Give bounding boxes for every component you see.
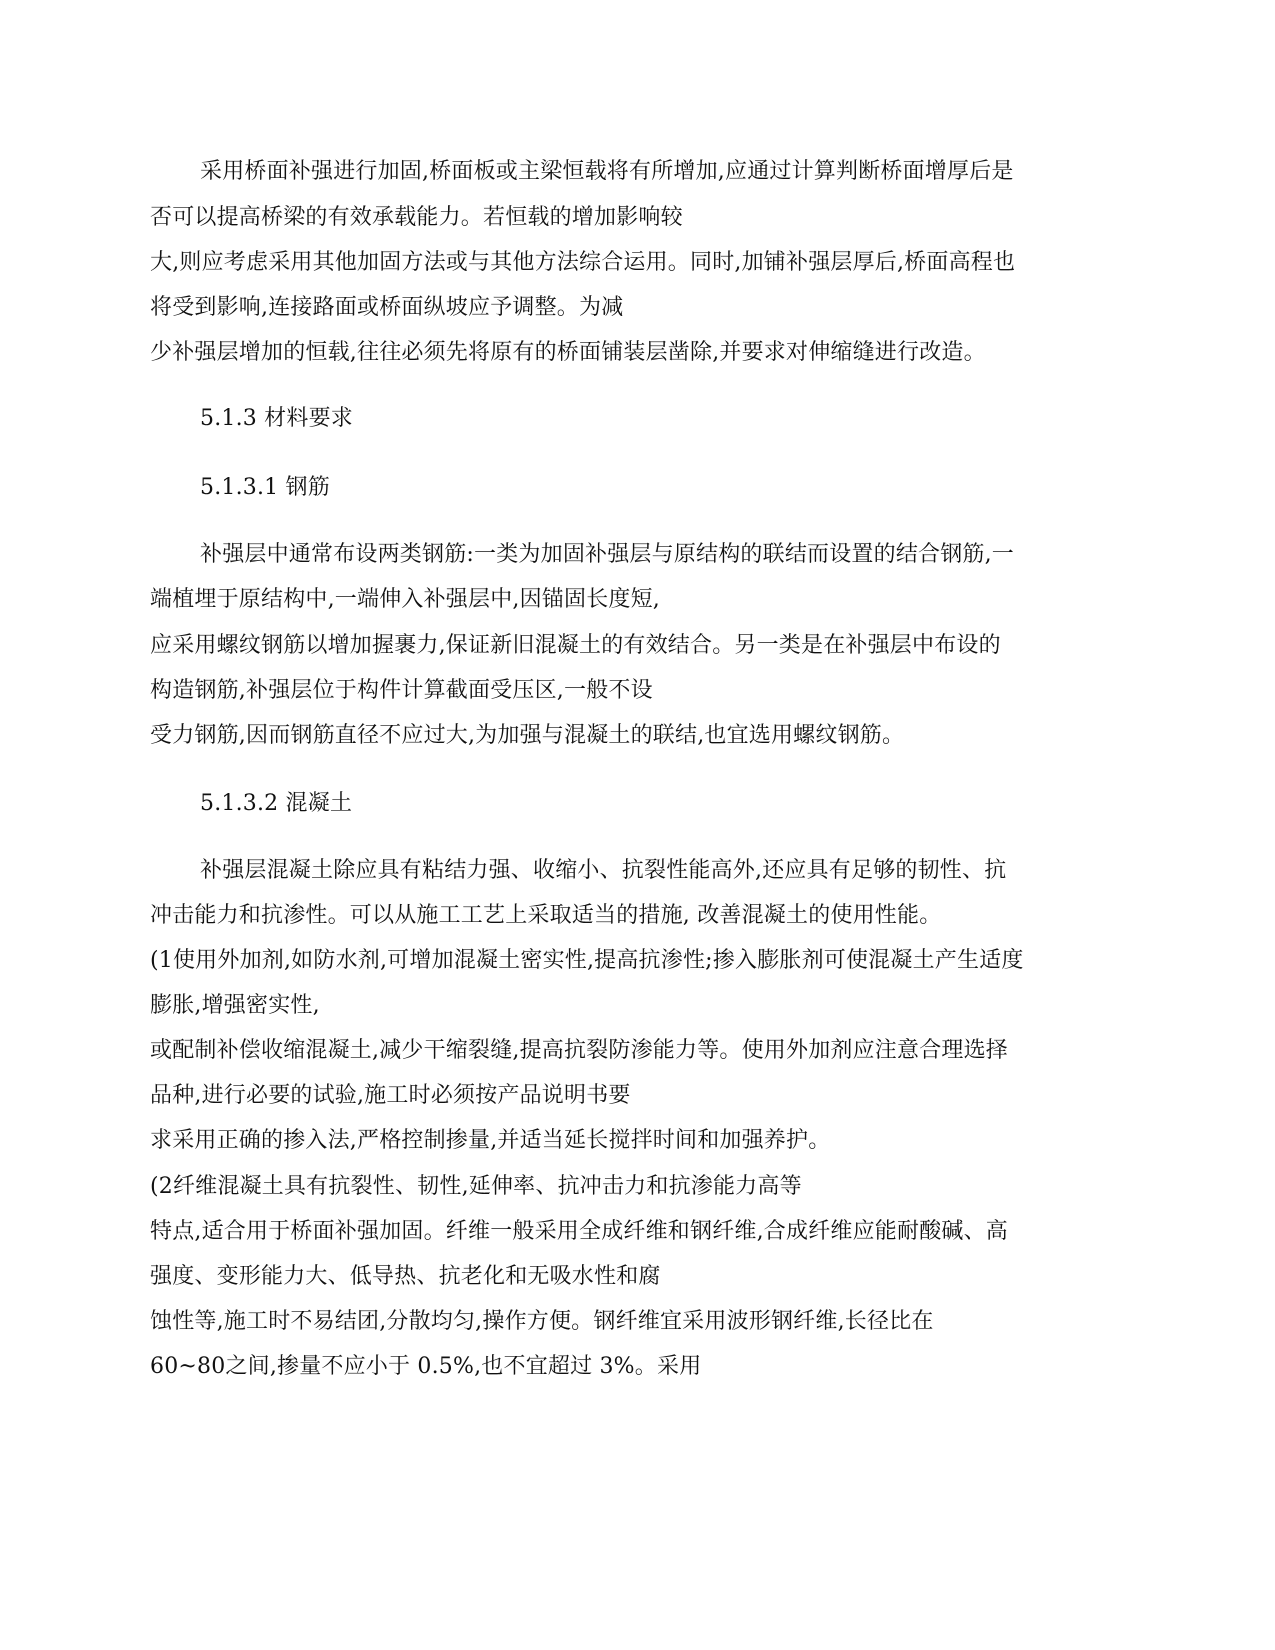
paragraph-1-line-4: 将受到影响,连接路面或桥面纵坡应予调整。为减 (150, 295, 624, 320)
paragraph-2-line-3: 应采用螺纹钢筋以增加握裹力,保证新旧混凝土的有效结合。另一类是在补强层中布设的 (150, 633, 1001, 658)
section-heading-5-1-3-1: 5.1.3.1 钢筋 (200, 475, 330, 500)
paragraph-3-line-7: 求采用正确的掺入法,严格控制掺量,并适当延长搅拌时间和加强养护。 (150, 1128, 831, 1153)
paragraph-2-line-5: 受力钢筋,因而钢筋直径不应过大,为加强与混凝土的联结,也宜选用螺纹钢筋。 (150, 723, 905, 748)
paragraph-2-line-4: 构造钢筋,补强层位于构件计算截面受压区,一般不设 (150, 678, 653, 703)
paragraph-1-line-2: 否可以提高桥梁的有效承载能力。若恒载的增加影响较 (150, 205, 683, 230)
paragraph-3-line-10: 强度、变形能力大、低导热、抗老化和无吸水性和腐 (150, 1264, 661, 1289)
paragraph-3-line-3: (1使用外加剂,如防水剂,可增加混凝土密实性,提高抗渗性;掺入膨胀剂可使混凝土产生适度 (150, 948, 1024, 973)
paragraph-3-line-4: 膨胀,增强密实性, (150, 993, 320, 1018)
paragraph-2-line-2: 端植埋于原结构中,一端伸入补强层中,因锚固长度短, (150, 587, 660, 612)
paragraph-3-line-12: 60~80之间,掺量不应小于 0.5%,也不宜超过 3%。采用 (150, 1354, 702, 1379)
paragraph-3-line-5: 或配制补偿收缩混凝土,减少干缩裂缝,提高抗裂防渗能力等。使用外加剂应注意合理选择 (150, 1038, 1008, 1063)
paragraph-1-line-3: 大,则应考虑采用其他加固方法或与其他方法综合运用。同时,加铺补强层厚后,桥面高程也 (150, 250, 1016, 275)
paragraph-1-line-1: 采用桥面补强进行加固,桥面板或主梁恒载将有所增加,应通过计算判断桥面增厚后是 (200, 159, 1014, 184)
section-heading-5-1-3-2: 5.1.3.2 混凝土 (200, 791, 353, 816)
paragraph-1-line-5: 少补强层增加的恒载,往往必须先将原有的桥面铺装层凿除,并要求对伸缩缝进行改造。 (150, 340, 986, 365)
paragraph-3-line-1: 补强层混凝土除应具有粘结力强、收缩小、抗裂性能高外,还应具有足够的韧性、抗 (200, 858, 1007, 883)
paragraph-3-line-9: 特点,适合用于桥面补强加固。纤维一般采用全成纤维和钢纤维,合成纤维应能耐酸碱、高 (150, 1219, 1008, 1244)
section-heading-5-1-3: 5.1.3 材料要求 (200, 406, 353, 431)
paragraph-3-line-11: 蚀性等,施工时不易结团,分散均匀,操作方便。钢纤维宜采用波形钢纤维,长径比在 (150, 1309, 934, 1334)
paragraph-2-line-1: 补强层中通常布设两类钢筋:一类为加固补强层与原结构的联结而设置的结合钢筋,一 (200, 542, 1015, 567)
paragraph-3-line-2: 冲击能力和抗渗性。可以从施工工艺上采取适当的措施, 改善混凝土的使用性能。 (150, 903, 942, 928)
paragraph-3-line-6: 品种,进行必要的试验,施工时必须按产品说明书要 (150, 1083, 631, 1108)
paragraph-3-line-8: (2纤维混凝土具有抗裂性、韧性,延伸率、抗冲击力和抗渗能力高等 (150, 1174, 802, 1199)
